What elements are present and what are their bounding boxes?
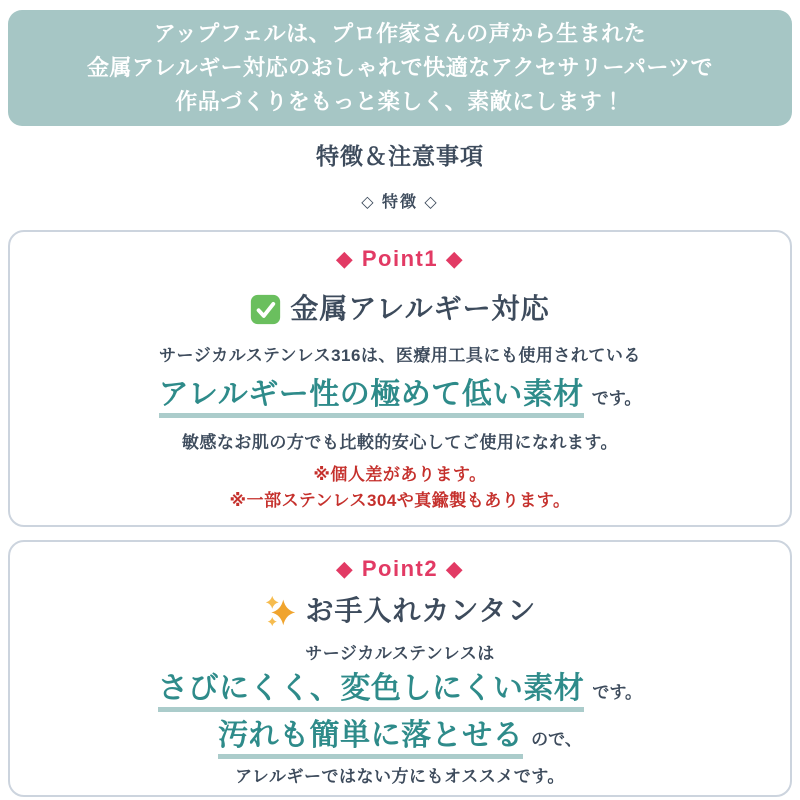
point1-card (8, 230, 792, 527)
point2-highlight-row-2 (20, 719, 780, 759)
banner-line-1: アップフェルは、プロ作家さんの声から生まれた (153, 21, 647, 46)
point1-warning-1: ※個人差があります。 (313, 465, 487, 484)
point1-intro: サージカルステンレス316は、医療用工具にも使用されている (159, 346, 641, 365)
point1-highlight-suffix: です。 (591, 389, 642, 408)
banner-line-3: 作品づくりをもっと楽しく、素敵にします！ (175, 89, 625, 114)
page (0, 10, 800, 797)
point2-highlight1-suffix: です。 (592, 683, 643, 702)
point1-note: 敏感なお肌の方でも比較的安心してご使用になれます。 (181, 433, 619, 452)
sparkles-icon (264, 595, 297, 628)
point1-highlight-row (20, 378, 780, 418)
point2-title-text: お手入れカンタン (305, 595, 537, 626)
section-subtitle: ◇ 特徴 ◇ (361, 194, 439, 211)
section-title: 特徴＆注意事項 (316, 143, 484, 169)
point2-intro: サージカルステンレスは (305, 644, 495, 663)
point2-highlight2-text: 汚れも簡単に落とせる (218, 719, 523, 759)
point1-title-text: 金属アレルギー対応 (290, 293, 550, 324)
point2-note: アレルギーではない方にもオススメです。 (235, 767, 565, 786)
point2-highlight2-suffix: ので、 (531, 730, 582, 749)
point2-label: ◆ Point2 ◆ (335, 556, 465, 581)
banner-line-2: 金属アレルギー対応のおしゃれで快適なアクセサリーパーツで (87, 55, 713, 80)
point2-highlight1-text: さびにくく、変色しにくい素材 (158, 672, 584, 712)
point1-label: ◆ Point1 ◆ (335, 246, 465, 271)
point2-title (20, 592, 780, 630)
point2-highlight-row-1 (20, 672, 780, 712)
check-icon (250, 294, 281, 325)
point1-title (20, 290, 780, 328)
point2-card (8, 540, 792, 797)
intro-banner (8, 10, 792, 126)
point1-warning-2: ※一部ステンレス304や真鍮製もあります。 (229, 491, 571, 510)
point1-highlight-text: アレルギー性の極めて低い素材 (159, 378, 584, 418)
